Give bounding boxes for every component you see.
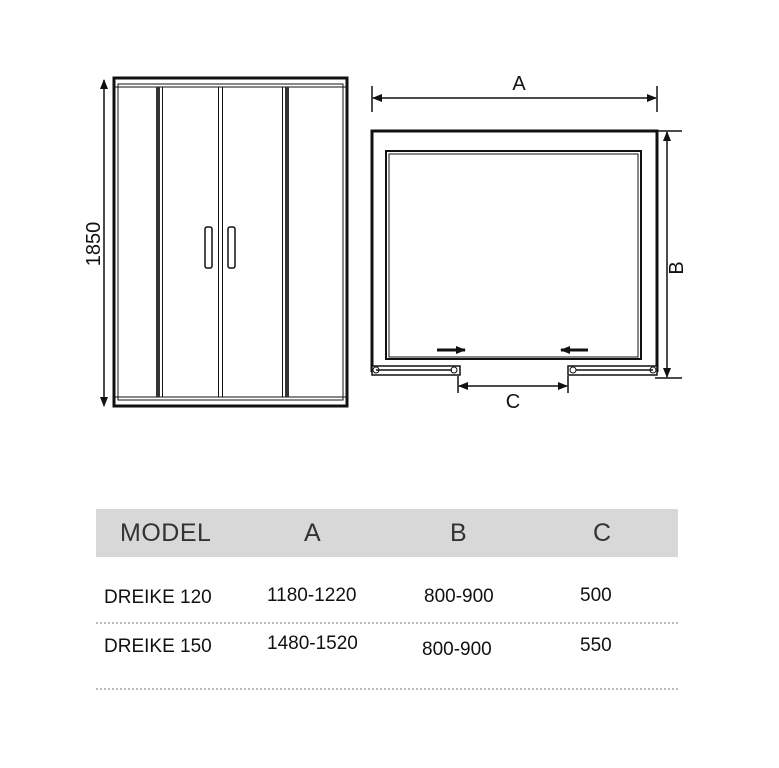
opening-dimension-c [458,376,568,413]
dimension-table [96,509,678,690]
width-dimension-a [372,73,657,112]
header-model: MODEL [120,519,212,547]
header-c: C [593,519,612,547]
front-view [83,78,347,406]
cell-b: 800-900 [422,639,492,660]
header-a: A [304,519,322,547]
right-door-handle [228,227,235,268]
cell-a: 1480-1520 [267,633,358,654]
height-dimension [83,80,105,406]
cell-c: 550 [580,635,612,656]
cell-b: 800-900 [424,586,494,607]
table-row [96,624,678,690]
depth-label-b: B [666,261,688,275]
opening-label-c: C [505,391,521,413]
cell-c: 500 [580,585,612,606]
right-fixed-panel [568,366,657,375]
header-b: B [450,519,468,547]
table-row [96,577,678,624]
plan-view [372,73,688,413]
left-fixed-panel [372,366,460,375]
cell-model: DREIKE 150 [104,636,212,657]
cell-a: 1180-1220 [267,585,357,606]
table-header [96,509,678,557]
height-label: 1850 [83,221,105,267]
depth-dimension-b [655,131,688,378]
width-label-a: A [512,73,526,95]
left-door-handle [205,227,212,268]
panel-separators [156,87,289,397]
cell-model: DREIKE 120 [104,587,212,608]
